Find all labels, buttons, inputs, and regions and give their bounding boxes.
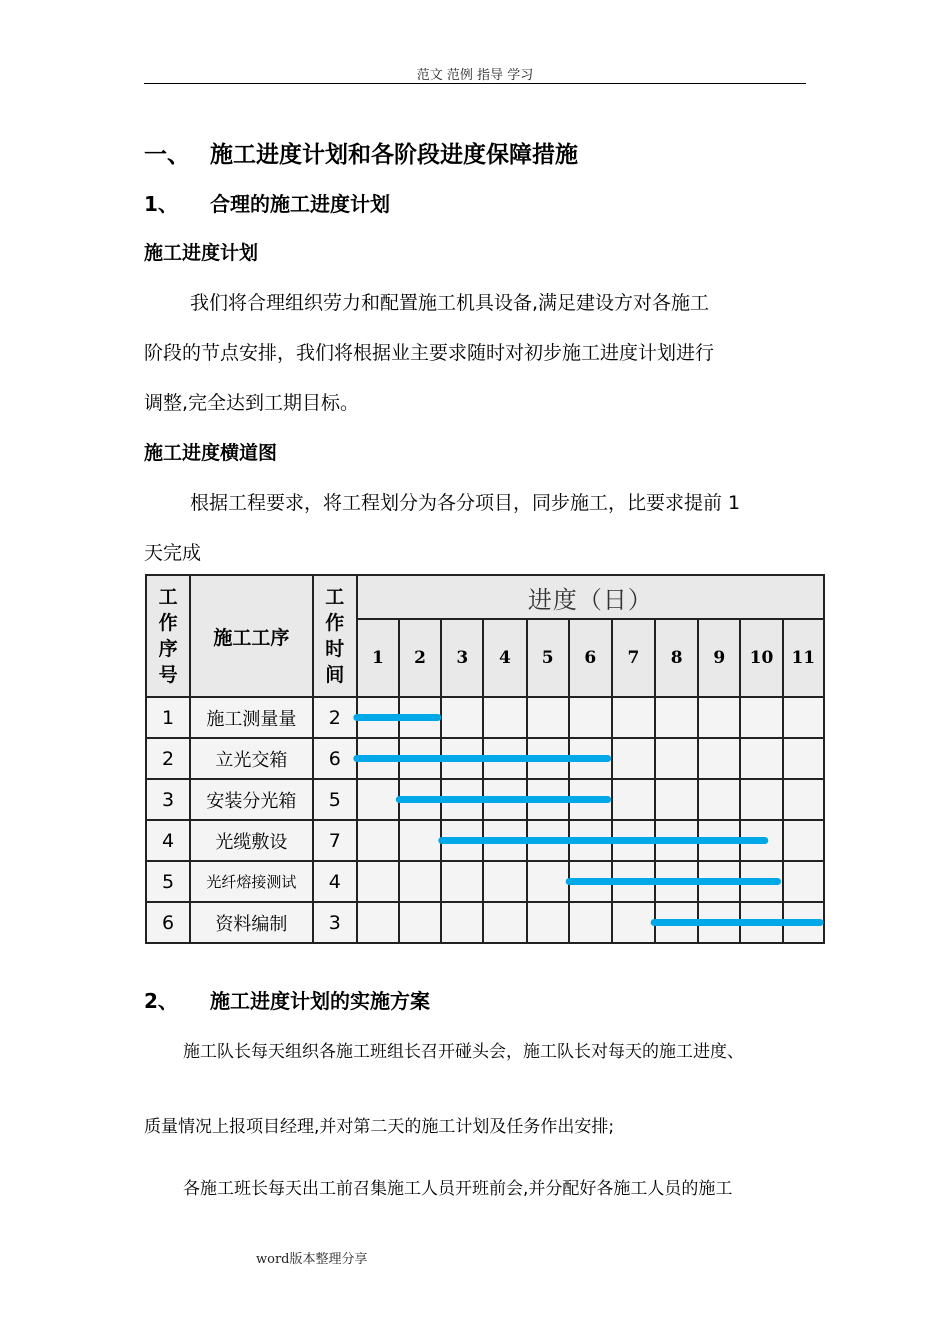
row-task: 光纤熔接测试: [190, 861, 313, 902]
day-cell: [483, 861, 526, 902]
gantt-row: [146, 861, 824, 902]
day-cell: [483, 738, 526, 779]
row-number: 6: [146, 902, 190, 943]
section-number: 一、: [144, 142, 190, 168]
day-cell: [399, 861, 441, 902]
page-footer: word版本整理分享: [256, 1252, 368, 1267]
section-heading: [144, 136, 578, 169]
row-task: 立光交箱: [190, 738, 313, 779]
day-cell: [399, 697, 441, 738]
row-duration: 6: [313, 738, 357, 779]
day-cell: [357, 697, 399, 738]
day-cell: [527, 738, 569, 779]
day-cell: [740, 820, 782, 861]
day-cell: [612, 902, 655, 943]
day-cell: [698, 738, 740, 779]
day-cell: [612, 820, 655, 861]
day-cell: [527, 779, 569, 820]
day-cell: [527, 902, 569, 943]
day-cell: [740, 738, 782, 779]
para1-line3: 调整,完全达到工期目标。: [144, 392, 360, 414]
para3-line3: 各施工班长每天出工前召集施工人员开班前会,并分配好各施工人员的施工: [183, 1179, 733, 1199]
row-task: 施工测量量: [190, 697, 313, 738]
gantt-chart: [145, 574, 825, 954]
plan-heading: 施工进度计划: [144, 242, 259, 264]
day-header-9: 9: [698, 619, 740, 697]
progress-header: 进度（日）: [357, 575, 824, 619]
row-number: 1: [146, 697, 190, 738]
section-title: 施工进度计划和各阶段进度保障措施: [210, 142, 578, 168]
para3-line1: 施工队长每天组织各施工班组长召开碰头会，施工队长对每天的施工进度、: [183, 1042, 744, 1062]
day-cell: [569, 861, 612, 902]
col-header-time: 工作时间: [313, 575, 357, 697]
para1-line2: 阶段的节点安排，我们将根据业主要求随时对初步施工进度计划进行: [144, 342, 715, 364]
day-cell: [698, 697, 740, 738]
day-cell: [740, 779, 782, 820]
day-cell: [740, 902, 782, 943]
day-header-10: 10: [740, 619, 782, 697]
header-rule: [144, 83, 806, 84]
subsection-heading-2: [144, 985, 430, 1014]
gantt-heading: 施工进度横道图: [144, 442, 278, 464]
day-cell: [783, 902, 824, 943]
day-cell: [527, 697, 569, 738]
day-cell: [655, 697, 698, 738]
day-cell: [569, 697, 612, 738]
day-cell: [441, 738, 483, 779]
day-header-8: 8: [655, 619, 698, 697]
day-cell: [783, 779, 824, 820]
row-duration: 7: [313, 820, 357, 861]
day-cell: [698, 820, 740, 861]
row-task: 资料编制: [190, 902, 313, 943]
row-number: 4: [146, 820, 190, 861]
col-header-task: 施工工序: [190, 575, 313, 697]
day-cell: [527, 820, 569, 861]
day-cell: [612, 738, 655, 779]
day-cell: [569, 738, 612, 779]
row-number: 5: [146, 861, 190, 902]
row-duration: 5: [313, 779, 357, 820]
day-cell: [483, 820, 526, 861]
day-cell: [612, 779, 655, 820]
gantt-table: [145, 574, 825, 944]
para2-line2: 天完成: [144, 542, 202, 564]
row-task: 安装分光箱: [190, 779, 313, 820]
day-header-5: 5: [527, 619, 569, 697]
subsection-title-2: 施工进度计划的实施方案: [210, 989, 430, 1013]
subsection-heading-1: [144, 188, 390, 217]
day-cell: [399, 820, 441, 861]
day-cell: [698, 861, 740, 902]
row-task: 光缆敷设: [190, 820, 313, 861]
day-cell: [655, 738, 698, 779]
day-header-4: 4: [483, 619, 526, 697]
day-cell: [441, 820, 483, 861]
day-cell: [655, 902, 698, 943]
page-header: 范文 范例 指导 学习: [416, 68, 534, 83]
day-cell: [783, 738, 824, 779]
day-cell: [441, 902, 483, 943]
row-duration: 2: [313, 697, 357, 738]
day-cell: [783, 697, 824, 738]
row-number: 2: [146, 738, 190, 779]
day-cell: [483, 902, 526, 943]
day-cell: [698, 902, 740, 943]
day-cell: [357, 779, 399, 820]
para2-line1: 根据工程要求，将工程划分为各分项目，同步施工，比要求提前 1: [190, 492, 741, 514]
row-duration: 3: [313, 902, 357, 943]
gantt-row: [146, 697, 824, 738]
gantt-row: [146, 902, 824, 943]
day-cell: [483, 697, 526, 738]
day-cell: [655, 779, 698, 820]
day-header-3: 3: [441, 619, 483, 697]
day-header-2: 2: [399, 619, 441, 697]
day-cell: [740, 697, 782, 738]
day-cell: [441, 697, 483, 738]
day-cell: [740, 861, 782, 902]
day-cell: [569, 902, 612, 943]
day-cell: [399, 738, 441, 779]
day-header-1: 1: [357, 619, 399, 697]
day-cell: [655, 861, 698, 902]
day-cell: [783, 820, 824, 861]
day-cell: [357, 861, 399, 902]
col-header-no: 工作序号: [146, 575, 190, 697]
day-cell: [612, 861, 655, 902]
day-cell: [357, 902, 399, 943]
subsection-number-1: 1、: [144, 192, 178, 216]
para1-line1: 我们将合理组织劳力和配置施工机具设备,满足建设方对各施工: [190, 292, 710, 314]
day-cell: [783, 861, 824, 902]
day-cell: [655, 820, 698, 861]
para3-line2: 质量情况上报项目经理,并对第二天的施工计划及任务作出安排;: [144, 1117, 615, 1137]
day-cell: [527, 861, 569, 902]
day-cell: [441, 779, 483, 820]
subsection-title-1: 合理的施工进度计划: [210, 192, 390, 216]
subsection-number-2: 2、: [144, 989, 178, 1013]
day-cell: [441, 861, 483, 902]
day-cell: [483, 779, 526, 820]
row-duration: 4: [313, 861, 357, 902]
gantt-row: [146, 820, 824, 861]
day-cell: [569, 820, 612, 861]
day-cell: [698, 779, 740, 820]
gantt-row: [146, 779, 824, 820]
day-header-7: 7: [612, 619, 655, 697]
day-cell: [612, 697, 655, 738]
day-header-6: 6: [569, 619, 612, 697]
gantt-row: [146, 738, 824, 779]
day-cell: [569, 779, 612, 820]
day-cell: [399, 779, 441, 820]
day-cell: [399, 902, 441, 943]
day-cell: [357, 738, 399, 779]
row-number: 3: [146, 779, 190, 820]
day-cell: [357, 820, 399, 861]
day-header-11: 11: [783, 619, 824, 697]
